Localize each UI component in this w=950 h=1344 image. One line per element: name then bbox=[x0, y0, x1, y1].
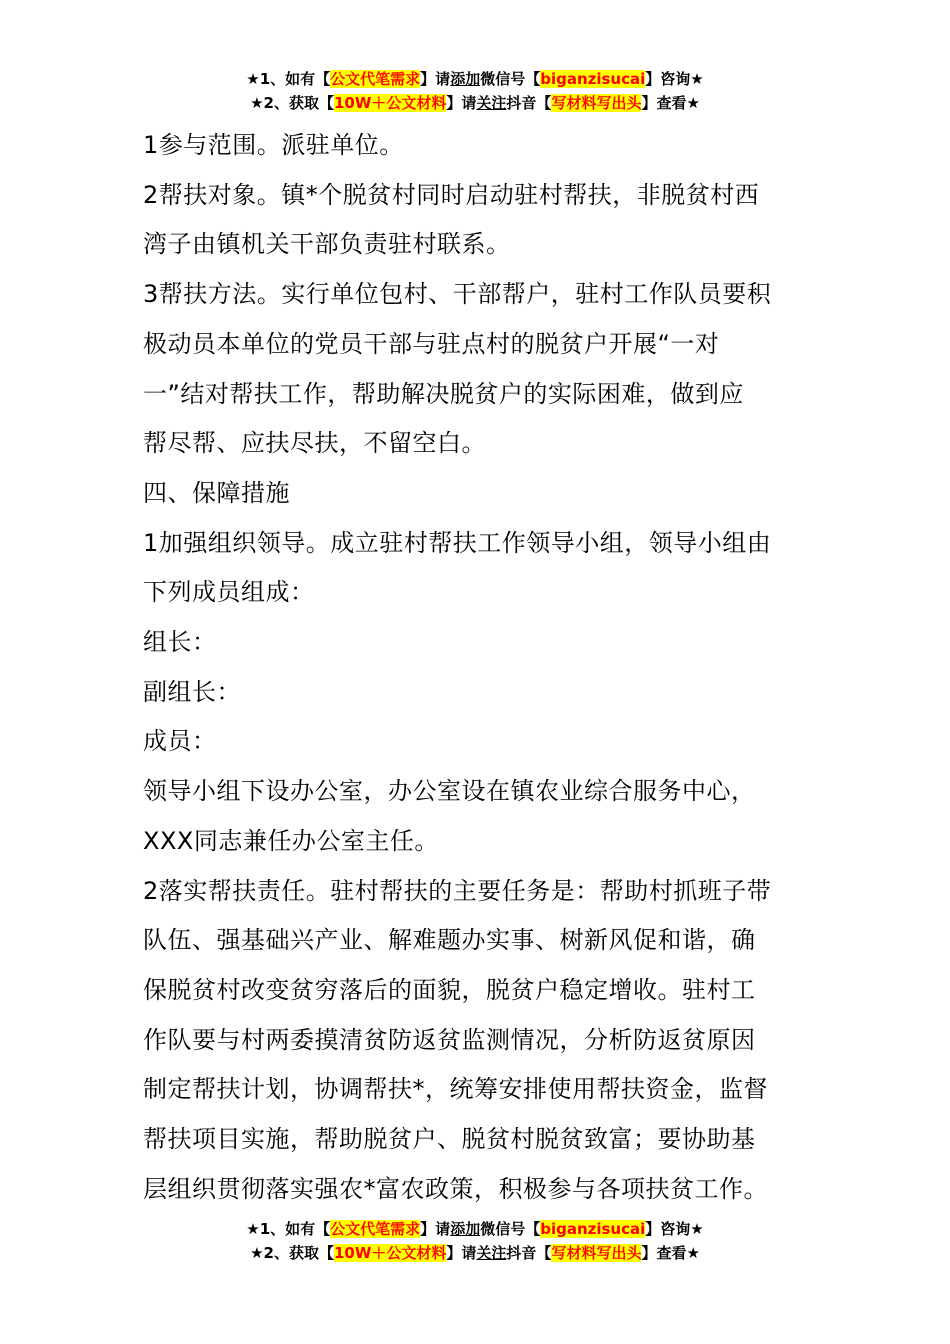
section-heading: 四、保障措施 bbox=[143, 478, 290, 507]
body-line: 领导小组下设办公室，办公室设在镇农业综合服务中心， bbox=[143, 777, 756, 806]
promo-highlight: 公文代笔需求 bbox=[330, 70, 421, 88]
promo-text: 抖音【 bbox=[506, 1244, 552, 1262]
promo-line-1 bbox=[0, 67, 950, 91]
body-line: XXX同志兼任办公室主任。 bbox=[143, 826, 439, 855]
promo-wechat-id: biganzisucai bbox=[540, 1220, 646, 1238]
promo-wechat-id: biganzisucai bbox=[540, 70, 646, 88]
promo-text: 】请 bbox=[420, 70, 451, 88]
promo-underlined: 添加 bbox=[450, 70, 481, 88]
promo-text: ★1、如有【 bbox=[246, 70, 331, 88]
promo-text: ★2、获取【 bbox=[250, 94, 334, 112]
promo-text: 】咨询★ bbox=[645, 70, 704, 88]
promo-text: 微信号【 bbox=[480, 1220, 541, 1238]
promo-highlight: 10W＋公文材料 bbox=[333, 1244, 447, 1262]
document-body bbox=[143, 121, 843, 1214]
promo-underlined: 添加 bbox=[450, 1220, 481, 1238]
promo-text: 】查看★ bbox=[641, 94, 700, 112]
promo-text: 】查看★ bbox=[641, 1244, 700, 1262]
promo-douyin-account: 写材料写出头 bbox=[551, 1244, 642, 1262]
promo-text: 】请 bbox=[446, 94, 477, 112]
promo-text: 】请 bbox=[420, 1220, 451, 1238]
body-line: 层组织贯彻落实强农*富农政策，积极参与各项扶贫工作。 bbox=[143, 1174, 768, 1203]
body-line: 组长： bbox=[143, 628, 217, 657]
body-line: 2帮扶对象。镇*个脱贫村同时启动驻村帮扶，非脱贫村西 bbox=[143, 180, 760, 209]
promo-underlined: 关注 bbox=[476, 1244, 507, 1262]
body-line: 一”结对帮扶工作，帮助解决脱贫户的实际困难，做到应 bbox=[143, 379, 744, 408]
promo-underlined: 关注 bbox=[476, 94, 507, 112]
promo-douyin-account: 写材料写出头 bbox=[551, 94, 642, 112]
promo-highlight: 10W＋公文材料 bbox=[333, 94, 447, 112]
body-line: 湾子由镇机关干部负责驻村联系。 bbox=[143, 230, 511, 259]
body-line: 制定帮扶计划，协调帮扶*，统筹安排使用帮扶资金，监督 bbox=[143, 1075, 768, 1104]
promo-text: 抖音【 bbox=[506, 94, 552, 112]
body-line: 下列成员组成： bbox=[143, 578, 315, 607]
body-line: 极动员本单位的党员干部与驻点村的脱贫户开展“一对 bbox=[143, 329, 720, 358]
promo-line-2 bbox=[0, 91, 950, 115]
body-line: 帮扶项目实施，帮助脱贫户、脱贫村脱贫致富；要协助基 bbox=[143, 1125, 756, 1154]
bottom-promo-banner bbox=[0, 1217, 950, 1265]
body-line: 作队要与村两委摸清贫防返贫监测情况，分析防返贫原因 bbox=[143, 1025, 756, 1054]
promo-text: 】请 bbox=[446, 1244, 477, 1262]
body-line: 1参与范围。派驻单位。 bbox=[143, 131, 404, 159]
promo-text: ★1、如有【 bbox=[246, 1220, 331, 1238]
body-line: 3帮扶方法。实行单位包村、干部帮户，驻村工作队员要积 bbox=[143, 280, 772, 309]
top-promo-banner bbox=[0, 67, 950, 115]
body-line: 副组长： bbox=[143, 677, 241, 706]
promo-highlight: 公文代笔需求 bbox=[330, 1220, 421, 1238]
body-line: 保脱贫村改变贫穷落后的面貌，脱贫户稳定增收。驻村工 bbox=[143, 975, 756, 1004]
promo-text: 】咨询★ bbox=[645, 1220, 704, 1238]
body-line: 队伍、强基础兴产业、解难题办实事、树新风促和谐，确 bbox=[143, 926, 756, 955]
body-line: 2落实帮扶责任。驻村帮扶的主要任务是：帮助村抓班子带 bbox=[143, 876, 772, 905]
body-line: 成员： bbox=[143, 727, 217, 756]
promo-line-2 bbox=[0, 1241, 950, 1265]
promo-text: ★2、获取【 bbox=[250, 1244, 334, 1262]
promo-line-1 bbox=[0, 1217, 950, 1241]
body-line: 帮尽帮、应扶尽扶，不留空白。 bbox=[143, 429, 486, 458]
promo-text: 微信号【 bbox=[480, 70, 541, 88]
body-line: 1加强组织领导。成立驻村帮扶工作领导小组，领导小组由 bbox=[143, 528, 772, 557]
